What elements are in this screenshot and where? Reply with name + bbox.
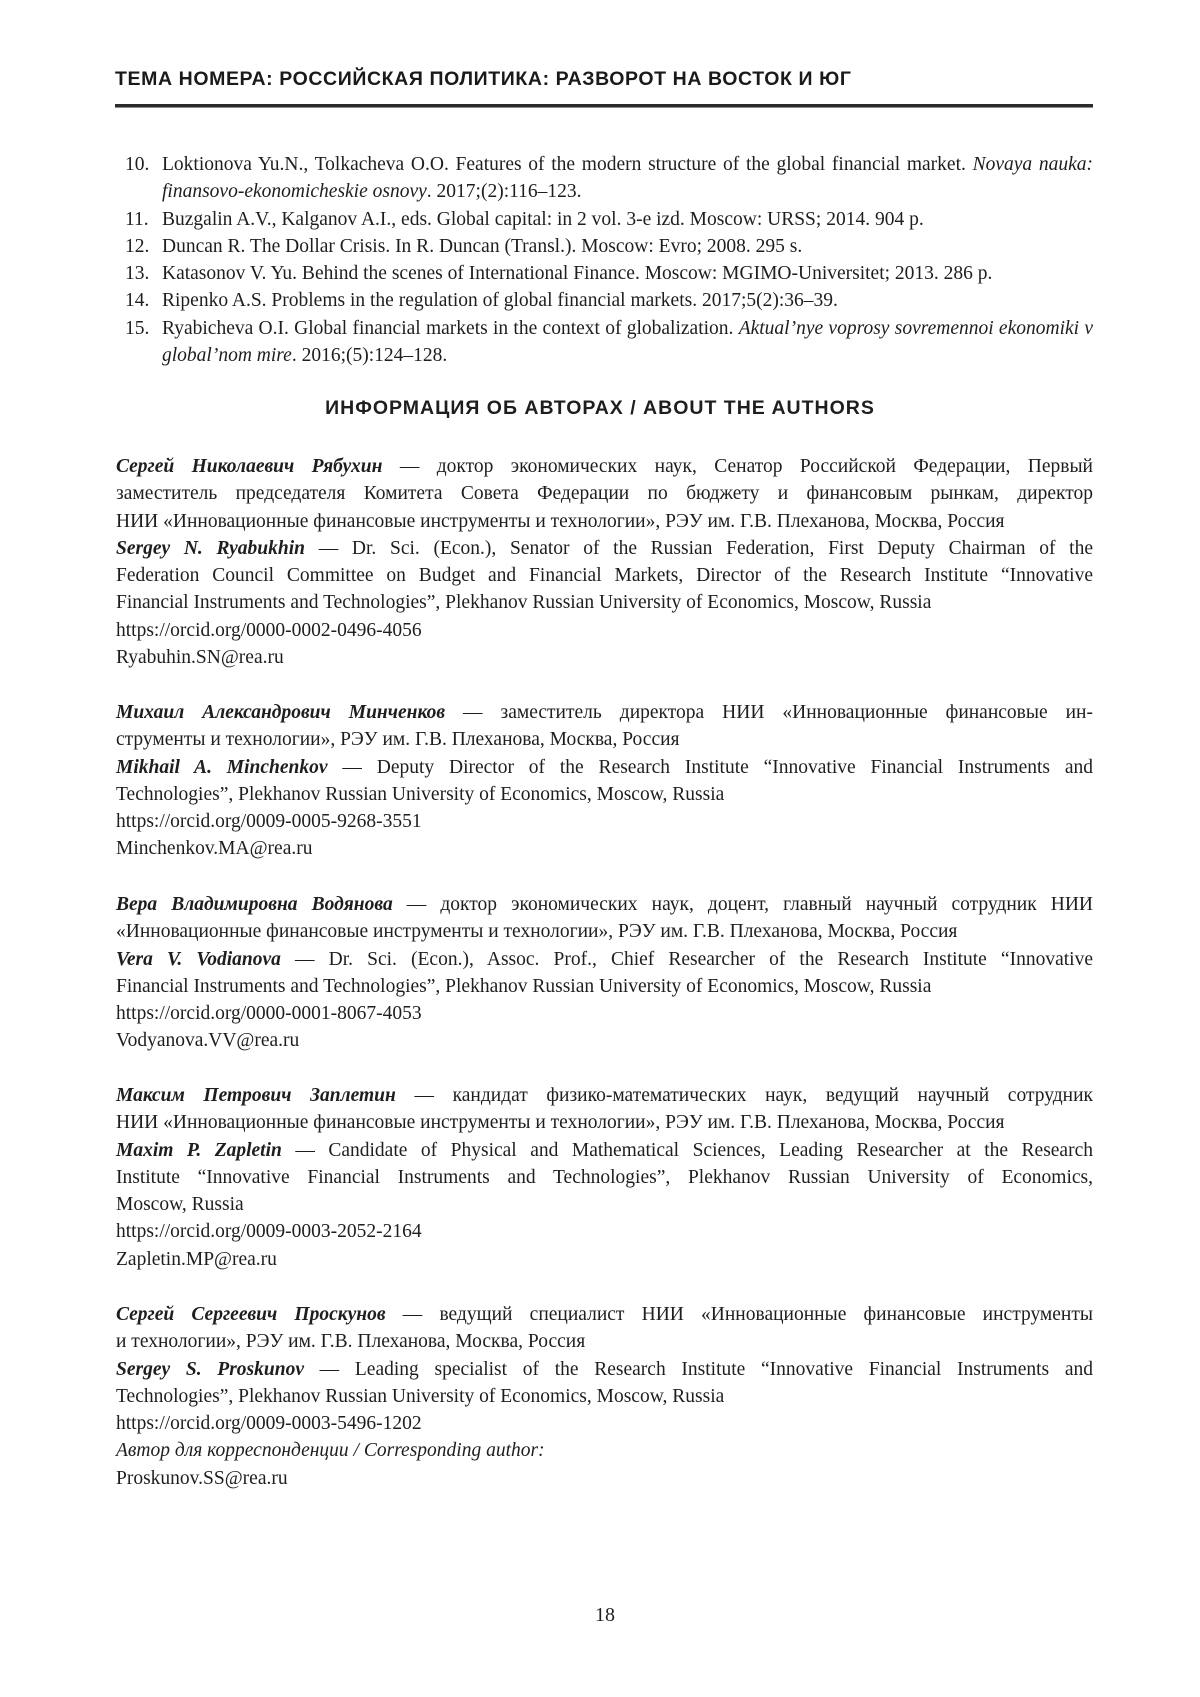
author-en-name: Vera V. Vodianova — [116, 949, 281, 970]
reference-details: . 2016;(5):124–128. — [292, 345, 447, 366]
reference-body: Duncan R. The Dollar Crisis. In R. Duncan (Transl.). Moscow: Evro; 2008. 295 s. — [162, 236, 802, 257]
author-ru-name: Максим Петрович Заплетин — [116, 1085, 396, 1106]
reference-number: 13. — [125, 260, 149, 287]
author-ru-text: струменты и технологии», РЭУ им. Г.В. Плеханова, Москва, Россия — [116, 729, 680, 750]
author-ru-name: Вера Владимировна Водянова — [116, 894, 393, 915]
author-ru-line — [116, 1328, 1093, 1355]
author-ru-line — [116, 1082, 1093, 1109]
reference-body: Katasonov V. Yu. Behind the scenes of International Finance. Moscow: MGIMO-Universitet; 2013. 286 p. — [162, 263, 992, 284]
author-en-text: Technologies”, Plekhanov Russian University of Economics, Moscow, Russia — [116, 784, 724, 805]
author-ru-text: и технологии», РЭУ им. Г.В. Плеханова, Москва, Россия — [116, 1331, 585, 1352]
reference-item — [115, 151, 1093, 206]
author-en-name: Sergey N. Ryabukhin — [116, 538, 305, 559]
reference-item — [115, 315, 1093, 370]
orcid-link[interactable]: https://orcid.org/0000-0002-0496-4056 — [116, 617, 1093, 644]
author-ru-text: заместитель председателя Комитета Совета Федерации по бюджету и финансовым рынкам, директор — [116, 483, 1093, 504]
header-rule — [115, 104, 1093, 108]
author-ru-line — [116, 480, 1093, 507]
author-ru-text: — доктор экономических наук, Сенатор Российской Федерации, Первый — [382, 456, 1093, 477]
reference-source: Novaya nauka: finansovo-ekonomicheskie osnovy — [162, 154, 1093, 202]
reference-source: Aktual’nye voprosy sovremennoi ekonomiki v global’nom mire — [162, 318, 1093, 366]
reference-item — [115, 287, 1093, 314]
reference-body: Ripenko A.S. Problems in the regulation of global financial markets. 2017;5(2):36–39. — [162, 290, 838, 311]
author-ru-text: — ведущий специалист НИИ «Инновационные финансовые инструменты — [386, 1304, 1093, 1325]
reference-text — [162, 151, 1093, 206]
author-ru-text: НИИ «Инновационные финансовые инструменты и технологии», РЭУ им. Г.В. Плеханова, Москва, Россия — [116, 1112, 1005, 1133]
author-en-line — [116, 1383, 1093, 1410]
author-ru-line — [116, 1301, 1093, 1328]
author-en-line — [116, 754, 1093, 781]
author-ru-text: «Инновационные финансовые инструменты и технологии», РЭУ им. Г.В. Плеханова, Москва, Россия — [116, 921, 957, 942]
reference-body: Ryabicheva O.I. Global financial markets in the context of globalization. — [162, 318, 739, 339]
email-link[interactable]: Proskunov.SS@rea.ru — [116, 1465, 1093, 1492]
reference-number: 12. — [125, 233, 149, 260]
author-en-line — [116, 1137, 1093, 1164]
author-en-text: — Candidate of Physical and Mathematical Sciences, Leading Researcher at the Research — [282, 1140, 1093, 1161]
author-en-line — [116, 973, 1093, 1000]
reference-number: 11. — [125, 206, 149, 233]
author-ru-line — [116, 918, 1093, 945]
reference-text — [162, 287, 1093, 314]
orcid-link[interactable]: https://orcid.org/0000-0001-8067-4053 — [116, 1000, 1093, 1027]
author-en-line — [116, 1356, 1093, 1383]
email-link[interactable]: Minchenkov.MA@rea.ru — [116, 835, 1093, 862]
author-en-name: Sergey S. Proskunov — [116, 1359, 304, 1380]
reference-text — [162, 206, 1093, 233]
author-en-line — [116, 781, 1093, 808]
corresponding-author-label: Автор для корреспонденции / Corresponding author: — [116, 1437, 1093, 1464]
author-entry — [116, 453, 1093, 671]
email-link[interactable]: Vodyanova.VV@rea.ru — [116, 1027, 1093, 1054]
running-header: ТЕМА НОМЕРА: РОССИЙСКАЯ ПОЛИТИКА: РАЗВОРОТ НА ВОСТОК И ЮГ — [115, 68, 852, 91]
reference-item — [115, 260, 1093, 287]
author-en-text: Financial Instruments and Technologies”, Plekhanov Russian University of Economics, Moscow, Russia — [116, 976, 931, 997]
author-en-name: Mikhail A. Minchenkov — [116, 757, 328, 778]
reference-item — [115, 206, 1093, 233]
author-entry — [116, 1301, 1093, 1492]
author-ru-line — [116, 1109, 1093, 1136]
author-entry — [116, 891, 1093, 1055]
author-en-text: Institute “Innovative Financial Instruments and Technologies”, Plekhanov Russian University of Economics, — [116, 1167, 1093, 1188]
author-en-line — [116, 946, 1093, 973]
orcid-link[interactable]: https://orcid.org/0009-0005-9268-3551 — [116, 808, 1093, 835]
reference-text — [162, 233, 1093, 260]
author-en-line — [116, 589, 1093, 616]
orcid-link[interactable]: https://orcid.org/0009-0003-5496-1202 — [116, 1410, 1093, 1437]
email-link[interactable]: Ryabuhin.SN@rea.ru — [116, 644, 1093, 671]
reference-number: 10. — [125, 151, 149, 178]
author-en-text: Financial Instruments and Technologies”, Plekhanov Russian University of Economics, Moscow, Russia — [116, 592, 931, 613]
author-ru-line — [116, 891, 1093, 918]
author-en-line — [116, 1191, 1093, 1218]
author-ru-name: Сергей Сергеевич Проскунов — [116, 1304, 386, 1325]
author-ru-line — [116, 453, 1093, 480]
reference-body: Loktionova Yu.N., Tolkacheva O.O. Features of the modern structure of the global financial market. — [162, 154, 973, 175]
reference-text — [162, 260, 1093, 287]
author-ru-line — [116, 726, 1093, 753]
author-en-text: — Dr. Sci. (Econ.), Senator of the Russian Federation, First Deputy Chairman of the — [305, 538, 1093, 559]
author-entry — [116, 699, 1093, 863]
author-ru-name: Сергей Николаевич Рябухин — [116, 456, 382, 477]
author-ru-text: — заместитель директора НИИ «Инновационные финансовые ин- — [445, 702, 1093, 723]
author-ru-text: — кандидат физико-математических наук, ведущий научный сотрудник — [396, 1085, 1093, 1106]
author-ru-line — [116, 508, 1093, 535]
section-title: ИНФОРМАЦИЯ ОБ АВТОРАХ / ABOUT THE AUTHORS — [0, 397, 1200, 420]
author-en-text: — Dr. Sci. (Econ.), Assoc. Prof., Chief Researcher of the Research Institute “Innovative — [281, 949, 1093, 970]
author-en-line — [116, 535, 1093, 562]
email-link[interactable]: Zapletin.MP@rea.ru — [116, 1246, 1093, 1273]
author-ru-text: НИИ «Инновационные финансовые инструменты и технологии», РЭУ им. Г.В. Плеханова, Москва, Россия — [116, 511, 1005, 532]
orcid-link[interactable]: https://orcid.org/0009-0003-2052-2164 — [116, 1218, 1093, 1245]
author-ru-name: Михаил Александрович Минченков — [116, 702, 445, 723]
author-en-text: Federation Council Committee on Budget and Financial Markets, Director of the Research Institute “Innovative — [116, 565, 1093, 586]
reference-details: . 2017;(2):116–123. — [427, 181, 582, 202]
author-en-line — [116, 562, 1093, 589]
author-en-text: Moscow, Russia — [116, 1194, 244, 1215]
reference-item — [115, 233, 1093, 260]
author-en-text: — Deputy Director of the Research Institute “Innovative Financial Instruments and — [328, 757, 1093, 778]
reference-body: Buzgalin A.V., Kalganov A.I., eds. Global capital: in 2 vol. 3-e izd. Moscow: URSS; 2014. 904 p. — [162, 209, 924, 230]
author-en-text: — Leading specialist of the Research Institute “Innovative Financial Instruments and — [304, 1359, 1093, 1380]
page-number: 18 — [0, 1604, 1200, 1627]
author-en-line — [116, 1164, 1093, 1191]
reference-number: 14. — [125, 287, 149, 314]
author-ru-text: — доктор экономических наук, доцент, главный научный сотрудник НИИ — [393, 894, 1093, 915]
reference-text — [162, 315, 1093, 370]
author-en-text: Technologies”, Plekhanov Russian University of Economics, Moscow, Russia — [116, 1386, 724, 1407]
reference-list — [115, 151, 1093, 369]
reference-number: 15. — [125, 315, 149, 342]
author-entry — [116, 1082, 1093, 1273]
author-ru-line — [116, 699, 1093, 726]
author-en-name: Maxim P. Zapletin — [116, 1140, 282, 1161]
